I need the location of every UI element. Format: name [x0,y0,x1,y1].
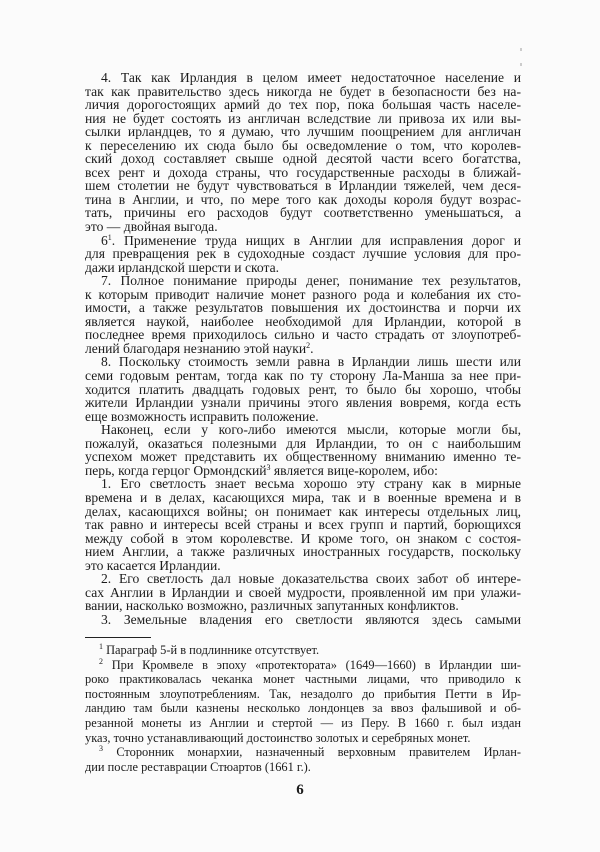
line-text: Параграф 5-й в подлиннике отсутствует. [103,643,320,657]
text-line [85,464,521,478]
line-text: делах, касающихся войны; он понимает как интересы отдельных лиц, [85,503,521,519]
text-line [85,572,521,586]
page-number: 6 [296,782,304,798]
text-line [85,261,521,275]
text-line [85,410,521,424]
line-text: времена и в делах, касающихся мира, так и в военные времена и в [85,489,521,505]
line-text: . Применение труда нищих в Англии для исправления дорог и [111,232,521,248]
line-text: дии после реставрации Стюартов (1661 г.). [85,759,311,774]
text-line [85,71,521,85]
footnote-line [85,716,521,731]
text-line [85,328,521,342]
footnote-line [85,731,521,746]
text-line [85,112,521,126]
line-text: между собой в этом королевстве. И кроме того, он знаком с состоя- [85,530,521,546]
line-text: всех рент и дохода страны, что государственные расходы в ближай- [85,164,521,180]
text-line [85,383,521,397]
footnotes [85,643,521,774]
text-line [85,220,521,234]
footnote-ref: 2 [306,340,311,350]
footnote-ref: 1 [107,232,112,242]
footnote-ref: 3 [266,462,271,472]
footnote-marker: 1 [99,642,103,651]
line-text: При Кромвеле в эпоху «протектората» (1649—1660) в Ирландии ши- [103,657,521,672]
footnote-marker: 2 [99,656,103,666]
line-text: для превращения рек в судоходные создаст лучшие условия для про- [85,246,521,262]
footnote-divider [85,637,151,638]
text-line [85,152,521,166]
line-text: еще возможность исправить положение. [85,408,319,424]
line-text: ский доход составляет свыше одной десятой части всего богатства, [85,151,521,167]
line-text: к которым приводит наличие монет разного рода и колебания их сто- [85,286,521,302]
line-text: 7. Полное понимание природы денег, понимание тех результатов, [101,273,521,289]
line-text: дажи ирландской шерсти и скота. [85,259,280,275]
line-text: резанной монеты из Англии и стертой — из Перу. В 1660 г. был издан [85,715,521,730]
line-text: это касается Ирландии. [85,557,221,573]
footnote-line [85,701,521,716]
text-line [85,545,521,559]
text-line [85,247,521,261]
scan-speck [520,63,522,66]
main-text [85,71,521,626]
line-text: сылки ирландцев, то я думаю, что лучшим поощрением для англичан [85,124,521,140]
text-line [85,477,521,491]
text-line [85,491,521,505]
text-line [85,179,521,193]
text-line [85,450,521,464]
text-line [85,505,521,519]
text-line [85,85,521,99]
line-text: это — двойная выгода. [85,219,218,235]
text-line [85,234,521,248]
line-text: ландию там были казнены несколько лондонцев за ввоз фальшивой и об- [85,701,521,716]
text-line [85,518,521,532]
line-text: роко практиковалась чеканка монет частными лицами, что приводило к [85,672,521,687]
text-line [85,613,521,627]
footnote-line [85,672,521,687]
line-text: 8. Поскольку стоимость земли равна в Ирландии лишь шести или [101,354,521,370]
line-text: Наконец, если у кого-либо имеются мысли, которые могли бы, [101,422,521,438]
text-line [85,396,521,410]
line-text: 3. Земельные владения его светлости являются здесь самыми [101,611,521,627]
footnote-line [85,687,521,702]
footnote-line [85,643,521,658]
line-text: ния не будет состоять из англичан вследствие ли привоза их или вы- [85,110,521,126]
text-line [85,437,521,451]
line-text: личия дорогостоящих армий до тех пор, пока большая часть населе- [85,97,521,113]
text-line [85,139,521,153]
line-text: пожалуй, оказаться полезными для Ирландии, то он с наибольшим [85,435,521,451]
text-line [85,559,521,573]
line-text: 6 [101,232,108,248]
line-text: сах Англии в Ирландии и своей мудрости, проявленной им при улажи- [85,584,521,600]
text-line [85,206,521,220]
footnote-line [85,658,521,673]
line-text: 4. Так как Ирландия в целом имеет недостаточное население и [101,70,521,85]
line-text: вании, насколько возможно, различных запутанных конфликтов. [85,598,459,614]
line-text: ходится платить двадцать годовых рент, то было бы хорошо, чтобы [85,381,521,397]
line-text: семи годовым рентам, тогда как по ту сторону Ла-Манша за нее при- [85,368,521,384]
line-text: так равно и интересы всей страны и всех групп и партий, борющихся [85,517,521,533]
scan-speck [520,48,522,51]
line-text: так как правительство здесь никогда не будет в безопасности без на- [85,83,521,99]
line-text: шем столетии не будут чувствоваться в Ирландии тяжелей, чем деся- [85,178,521,194]
line-text: 2. Его светлость дал новые доказательства своих забот об интере- [101,571,521,587]
footnote-marker: 3 [99,744,103,754]
text-line [85,369,521,383]
text-line [85,599,521,613]
text-line [85,288,521,302]
text-line [85,315,521,329]
text-line [85,355,521,369]
footnote-line [85,760,521,775]
line-text: . [310,340,314,356]
line-text: перь, когда герцог Ормондский [85,462,267,478]
text-line [85,342,521,356]
line-text: указ, точно устанавливающий достоинство золотых и серебряных монет. [85,730,471,745]
text-line [85,125,521,139]
line-text: жители Ирландии узнали причины этого явления вовремя, когда есть [85,395,521,411]
line-text: нием Англии, а также различных иностранных государств, поскольку [85,544,521,560]
line-text: является вице-королем, ибо: [270,462,438,478]
line-text: тать, причины его расходов будут соответственно уменьшаться, а [85,205,521,221]
line-text: последнее время приходилось сильно и часто страдать от злоупотреб- [85,327,521,343]
text-line [85,193,521,207]
text-line [85,423,521,437]
line-text: 1. Его светлость знает весьма хорошо эту страну как в мирные [101,476,521,492]
text-line [85,301,521,315]
text-line [85,166,521,180]
line-text: является наукой, наиболее необходимой для Ирландии, которой в [85,313,521,329]
text-line [85,274,521,288]
line-text: лений благодаря незнанию этой науки [85,340,307,356]
line-text: успехом может представить их общественному вниманию именно те- [85,449,521,465]
footnote-line [85,745,521,760]
text-line [85,532,521,546]
line-text: к переселению их сюда было бы осведомление о том, что королев- [85,137,521,153]
text-line [85,586,521,600]
line-text: тина в Англии, и что, по мере того как доходы короля будут возрас- [85,191,521,207]
text-line [85,98,521,112]
line-text: постоянным злоупотреблениям. Так, незадолго до прибытия Петти в Ир- [85,686,521,701]
line-text: Сторонник монархии, назначенный верховным правителем Ирлан- [103,745,521,760]
line-text: имости, а также результатов повышения их достоинства и порчи их [85,300,521,316]
